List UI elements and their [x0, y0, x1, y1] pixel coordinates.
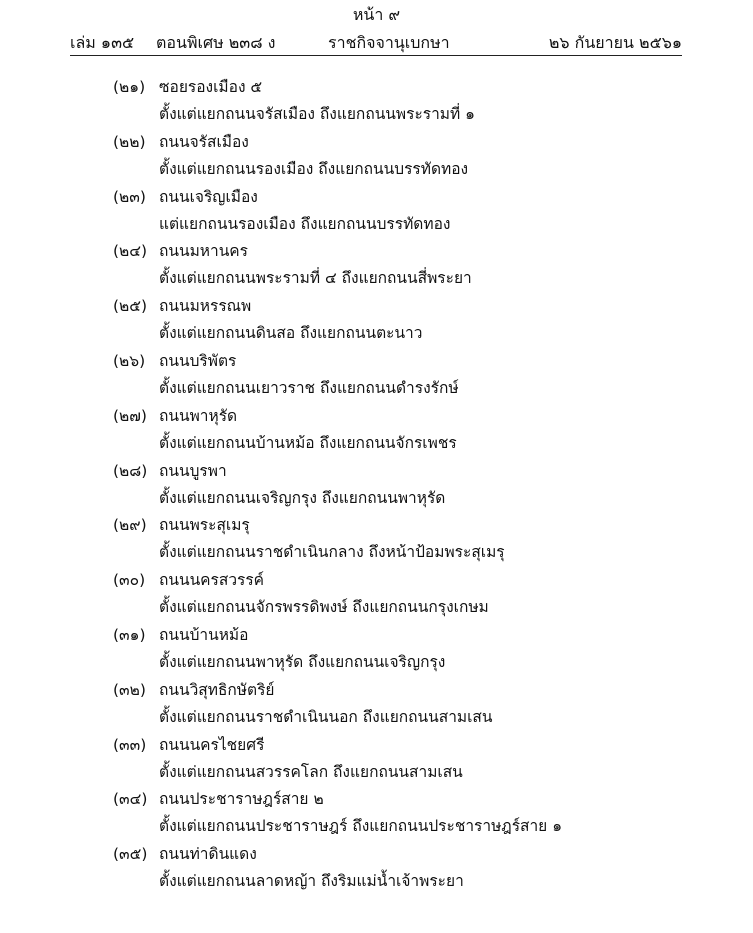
list-item: [0, 240, 753, 295]
road-extent: ตั้งแต่แยกถนนพระรามที่ ๔ ถึงแยกถนนสี่พระยา: [159, 269, 472, 288]
list-item: [0, 843, 753, 898]
road-extent: ตั้งแต่แยกถนนเยาวราช ถึงแยกถนนดำรงรักษ์: [159, 378, 459, 397]
road-extent: ตั้งแต่แยกถนนดินสอ ถึงแยกถนนตะนาว: [159, 324, 423, 343]
item-number: (๓๕): [113, 845, 148, 864]
road-name: ถนนมหรรณพ: [159, 297, 252, 316]
list-item: [0, 76, 753, 131]
list-item: [0, 186, 753, 241]
road-extent: ตั้งแต่แยกถนนสวรรคโลก ถึงแยกถนนสามเสน: [159, 762, 463, 781]
list-item: [0, 624, 753, 679]
list-item: [0, 460, 753, 515]
road-name: ถนนบูรพา: [159, 461, 227, 480]
road-name: ถนนนครไชยศรี: [159, 735, 265, 754]
road-name: ถนนประชาราษฎร์สาย ๒: [159, 790, 324, 809]
item-number: (๓๔): [113, 790, 148, 809]
road-name: ถนนนครสวรรค์: [159, 571, 265, 590]
list-item: [0, 295, 753, 350]
gazette-title: ราชกิจจานุเบกษา: [328, 33, 450, 52]
road-extent: ตั้งแต่แยกถนนบ้านหม้อ ถึงแยกถนนจักรเพชร: [159, 433, 457, 452]
item-number: (๒๕): [113, 297, 148, 316]
item-number: (๒๒): [113, 132, 146, 151]
road-name: ถนนบ้านหม้อ: [159, 625, 249, 644]
road-extent: ตั้งแต่แยกถนนราชดำเนินนอก ถึงแยกถนนสามเสน: [159, 707, 493, 726]
item-number: (๓๒): [113, 680, 146, 699]
page-number: หน้า ๙: [352, 5, 401, 24]
road-name: ถนนวิสุทธิกษัตริย์: [159, 680, 275, 699]
road-name: ถนนเจริญเมือง: [159, 187, 258, 206]
header-rule: [70, 55, 682, 56]
item-number: (๒๓): [113, 187, 146, 206]
item-number: (๓๑): [113, 625, 146, 644]
issue-number: ตอนพิเศษ ๒๓๘ ง: [156, 33, 276, 52]
road-extent: ตั้งแต่แยกถนนลาดหญ้า ถึงริมแม่น้ำเจ้าพระยา: [159, 872, 464, 891]
running-header: [70, 32, 682, 54]
road-name: ซอยรองเมือง ๕: [159, 78, 263, 96]
list-item: [0, 350, 753, 405]
road-extent: แต่แยกถนนรองเมือง ถึงแยกถนนบรรทัดทอง: [159, 214, 451, 233]
item-number: (๓๓): [113, 735, 147, 754]
road-name: ถนนมหานคร: [159, 242, 249, 261]
item-number: (๓๐): [113, 571, 146, 590]
list-item: [0, 679, 753, 734]
road-extent: ตั้งแต่แยกถนนพาหุรัด ถึงแยกถนนเจริญกรุง: [159, 652, 446, 671]
item-number: (๒๗): [113, 406, 147, 425]
volume-number: เล่ม ๑๓๕: [70, 33, 135, 52]
road-extent: ตั้งแต่แยกถนนจักรพรรดิพงษ์ ถึงแยกถนนกรุงเกษม: [159, 598, 489, 617]
item-number: (๒๑): [113, 78, 146, 96]
road-list: [0, 76, 753, 898]
list-item: [0, 405, 753, 460]
list-item: [0, 131, 753, 186]
list-item: [0, 569, 753, 624]
item-number: (๒๖): [113, 351, 146, 370]
road-extent: ตั้งแต่แยกถนนเจริญกรุง ถึงแยกถนนพาหุรัด: [159, 488, 446, 507]
list-item: [0, 734, 753, 789]
list-item: [0, 514, 753, 569]
item-number: (๒๔): [113, 242, 148, 261]
road-extent: ตั้งแต่แยกถนนราชดำเนินกลาง ถึงหน้าป้อมพระสุเมรุ: [159, 543, 505, 562]
road-extent: ตั้งแต่แยกถนนประชาราษฎร์ ถึงแยกถนนประชาราษฎร์สาย ๑: [159, 817, 563, 836]
list-item: [0, 788, 753, 843]
road-name: ถนนพาหุรัด: [159, 406, 238, 425]
road-extent: ตั้งแต่แยกถนนจรัสเมือง ถึงแยกถนนพระรามที่ ๑: [159, 105, 475, 123]
road-name: ถนนท่าดินแดง: [159, 845, 257, 864]
road-name: ถนนบริพัตร: [159, 351, 237, 370]
road-name: ถนนพระสุเมรุ: [159, 516, 250, 535]
item-number: (๒๙): [113, 516, 147, 535]
item-number: (๒๘): [113, 461, 148, 480]
road-extent: ตั้งแต่แยกถนนรองเมือง ถึงแยกถนนบรรทัดทอง: [159, 159, 469, 178]
publication-date: ๒๖ กันยายน ๒๕๖๑: [548, 33, 682, 52]
road-name: ถนนจรัสเมือง: [159, 132, 249, 151]
